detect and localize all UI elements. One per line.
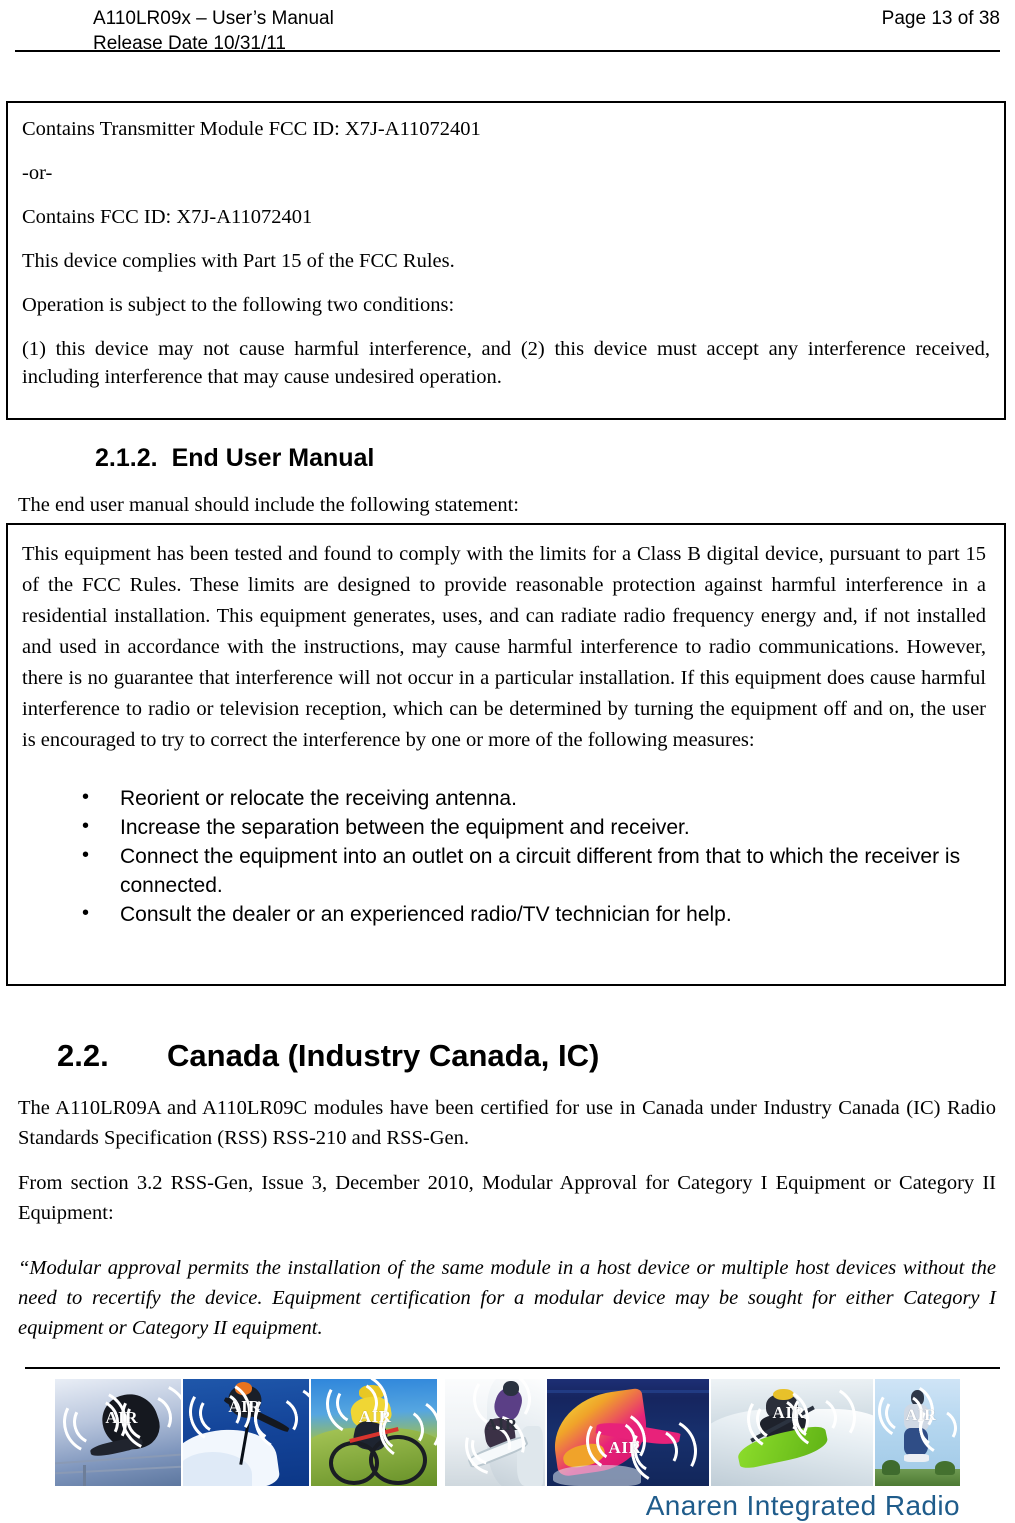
air-logo-text: AIR — [772, 1402, 806, 1422]
footer-panel-windsurfer — [547, 1379, 709, 1486]
anaren-integrated-radio-wordmark: Anaren Integrated Radio — [645, 1490, 960, 1521]
page-number-indicator: Page 13 of 38 — [881, 8, 1000, 29]
heading-canada-industry-canada — [57, 1037, 599, 1075]
canada-paragraph-2: From section 3.2 RSS-Gen, Issue 3, December 2010, Modular Approval for Category I Equipment or Category II Equipment: — [18, 1172, 996, 1224]
footer-panel-snowboarder — [445, 1379, 545, 1486]
heading-number: 2.1.2. — [95, 444, 158, 472]
header-title-line2: Release Date 10/31/11 — [93, 33, 286, 54]
canada-rss-gen-quote: “Modular approval permits the installation of the same module in a host device or multiple host devices without the need to recertify the device. Equipment certification for a modular device may be sought for either Category I equipment or Category II equipment. — [18, 1257, 996, 1339]
heading-end-user-manual — [95, 443, 374, 473]
footer-panel-mountain-biker — [311, 1379, 437, 1486]
header-divider-rule — [15, 50, 1000, 52]
end-user-statement-box — [6, 523, 1006, 986]
footer-divider-rule — [25, 1367, 1000, 1369]
canada-paragraph-1: The A110LR09A and A110LR09C modules have been certified for use in Canada under Industry Canada (IC) Radio Standards Specification (RSS) RSS-210 and RSS-Gen. — [18, 1097, 996, 1149]
header-title-block — [93, 6, 334, 56]
fcc-line-contains-id: Contains FCC ID: X7J-A11072401 — [22, 206, 313, 228]
fcc-line-transmitter-module: Contains Transmitter Module FCC ID: X7J-A11072401 — [22, 118, 481, 140]
footer-panel-kayaker — [711, 1379, 873, 1486]
end-user-manual-intro: The end user manual should include the following statement: — [18, 494, 519, 516]
air-logo-text: AIR — [105, 1407, 139, 1427]
air-logo-text: AIR — [228, 1397, 262, 1417]
fcc-line-or: -or- — [22, 162, 53, 184]
corrective-measures-list — [22, 784, 986, 929]
list-item: • Increase the separation between the equipment and receiver. — [78, 813, 986, 842]
footer-panel-skier — [183, 1379, 309, 1486]
fcc-line-two-conditions: (1) this device may not cause harmful interference, and (2) this device must accept any interference received, including interference that may cause undesired operation. — [22, 338, 990, 388]
air-logo-text: AIR — [905, 1406, 937, 1424]
air-logo-text: AIR — [608, 1437, 642, 1457]
footer-image-strip — [55, 1379, 960, 1486]
fcc-line-conditions-intro: Operation is subject to the following two conditions: — [22, 294, 455, 316]
footer-panel-inline-skater — [875, 1379, 960, 1486]
list-item: • Consult the dealer or an experienced radio/TV technician for help. — [78, 900, 986, 929]
page-header — [15, 6, 1000, 54]
fcc-id-statement-box — [6, 101, 1006, 420]
footer-panel-skateboarder — [55, 1379, 181, 1486]
list-item: • Reorient or relocate the receiving antenna. — [78, 784, 986, 813]
air-logo-text: AIR — [485, 1415, 518, 1435]
fcc-line-part15: This device complies with Part 15 of the FCC Rules. — [22, 250, 455, 272]
list-item: • Connect the equipment into an outlet on a circuit different from that to which the receiver is connected. — [78, 842, 986, 900]
heading-text: End User Manual — [171, 444, 375, 472]
class-b-statement: This equipment has been tested and found to comply with the limits for a Class B digital device, pursuant to part 15 of the FCC Rules. These limits are designed to provide reasonable protection against harmful interference in a residential installation. This equipment generates, uses, and can radiate radio frequency energy and, if not installed and used in accordance with the instructions, may cause harmful interference to radio communications. However, there is no guarantee that interference will not occur in a particular installation. If this equipment does cause harmful interference to radio or television reception, which can be determined by turning the equipment off and on, the user is encouraged to try to correct the interference by one or more of the following measures: — [22, 543, 986, 751]
heading-number: 2.2. — [57, 1038, 109, 1073]
air-logo-text: AIR — [358, 1406, 392, 1426]
heading-text: Canada (Industry Canada, IC) — [167, 1038, 600, 1073]
header-title-line1: A110LR09x – User’s Manual — [93, 8, 334, 29]
